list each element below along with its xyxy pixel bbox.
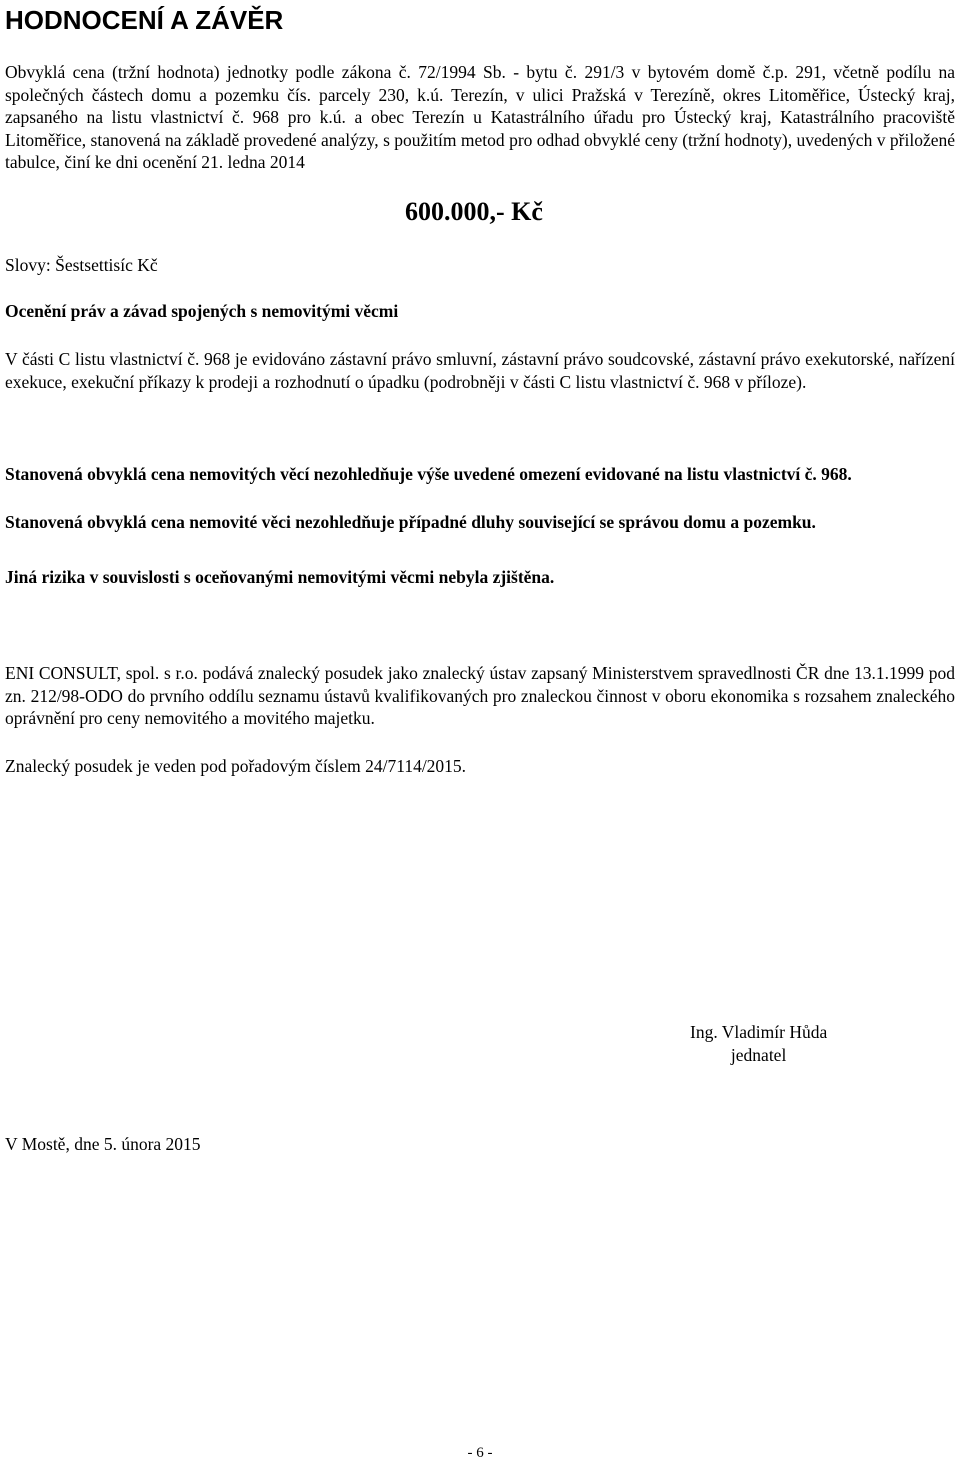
page-number: - 6 - xyxy=(467,1445,493,1461)
section-title-rights-encumbrances: Ocenění práv a závad spojených s nemovitými věcmi xyxy=(5,301,399,321)
price-value: 600.000,- Kč xyxy=(405,197,543,226)
place-and-date: V Mostě, dne 5. února 2015 xyxy=(5,1134,201,1154)
signature-block xyxy=(690,1021,827,1066)
encumbrance-paragraph: V části C listu vlastnictví č. 968 je evidováno zástavní právo smluvní, zástavní právo soudcovské, zástavní právo exekutorské, nařízení exekuce, exekuční příkazy k prodeji a rozhodnutí o úpadku (podrobněji v části C listu vlastnictví č. 968 v příloze). xyxy=(5,349,955,392)
signatory-name: Ing. Vladimír Hůda xyxy=(690,1022,828,1042)
register-number-paragraph: Znalecký posudek je veden pod pořadovým číslem 24/7114/2015. xyxy=(5,756,467,776)
valuation-paragraph: Obvyklá cena (tržní hodnota) jednotky podle zákona č. 72/1994 Sb. - bytu č. 291/3 v bytovém domě č.p. 291, včetně podílu na společných částech domu a pozemku čís. parcely 230, k.ú. Terezín, v ulici Pražská v Terezíně, okres Litoměřice, Ústecký kraj, zapsaného na listu vlastnictví č. 968 pro k.ú. a obec Terezín u Katastrálního úřadu pro Ústecký kraj, Katastrálního pracoviště Litoměřice, stanovená na základě provedené analýzy, s použitím metod pro odhad obvyklé ceny (tržní hodnoty), uvedených v přiložené tabulce, činí ke dni ocenění 21. ledna 2014 xyxy=(5,62,955,172)
price-in-words: Slovy: Šestsettisíc Kč xyxy=(5,255,158,275)
note-other-risks: Jiná rizika v souvislosti s oceňovanými nemovitými věcmi nebyla zjištěna. xyxy=(5,567,555,587)
note-debts-disclaimer: Stanovená obvyklá cena nemovité věci nezohledňuje případné dluhy související se správou domu a pozemku. xyxy=(5,512,816,532)
page-heading: HODNOCENÍ A ZÁVĚR xyxy=(5,5,284,35)
signatory-role: jednatel xyxy=(730,1044,787,1065)
note-encumbrance-disclaimer: Stanovená obvyklá cena nemovitých věcí nezohledňuje výše uvedené omezení evidované na listu vlastnictví č. 968. xyxy=(5,464,852,484)
company-statement-paragraph: ENI CONSULT, spol. s r.o. podává znalecký posudek jako znalecký ústav zapsaný Ministerstvem spravedlnosti ČR dne 13.1.1999 pod zn. 212/98-ODO do prvního oddílu seznamu ústavů kvalifikovaných pro znaleckou činnost v oboru ekonomika s rozsahem znaleckého oprávnění pro ceny nemovitého a movitého majetku. xyxy=(5,663,955,728)
